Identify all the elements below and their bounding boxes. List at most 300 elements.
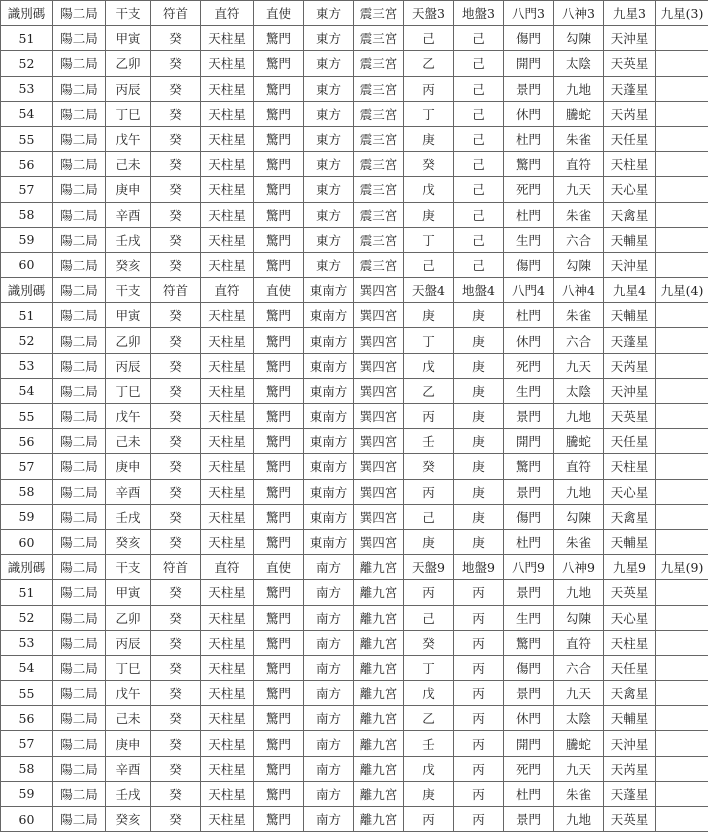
table-cell: 庚	[404, 781, 454, 806]
header-cell: 陽二局	[53, 1, 106, 26]
table-cell: 太陰	[554, 51, 604, 76]
table-cell: 離九宮	[354, 756, 404, 781]
table-cell: 癸亥	[106, 807, 151, 832]
table-cell: 驚門	[254, 152, 304, 177]
table-cell	[656, 454, 708, 479]
table-cell: 丙	[454, 706, 504, 731]
table-cell: 癸	[151, 781, 201, 806]
table-cell: 驚門	[504, 152, 554, 177]
table-cell: 勾陳	[554, 26, 604, 51]
table-cell: 陽二局	[53, 252, 106, 277]
table-cell: 天柱星	[201, 126, 254, 151]
table-cell: 驚門	[504, 630, 554, 655]
table-cell: 乙	[404, 706, 454, 731]
table-cell: 天心星	[604, 479, 656, 504]
table-cell: 癸	[151, 303, 201, 328]
table-cell: 陽二局	[53, 378, 106, 403]
table-cell: 巽四宮	[354, 454, 404, 479]
table-cell: 杜門	[504, 529, 554, 554]
table-cell: 己未	[106, 429, 151, 454]
table-cell: 天柱星	[604, 630, 656, 655]
table-cell: 南方	[304, 807, 354, 832]
table-cell: 九天	[554, 756, 604, 781]
table-cell: 南方	[304, 756, 354, 781]
table-cell: 陽二局	[53, 76, 106, 101]
table-cell: 陽二局	[53, 681, 106, 706]
table-cell: 傷門	[504, 655, 554, 680]
header-cell: 符首	[151, 278, 201, 303]
table-cell	[656, 227, 708, 252]
table-cell	[656, 504, 708, 529]
table-cell: 陽二局	[53, 807, 106, 832]
table-cell: 癸	[151, 605, 201, 630]
table-cell: 陽二局	[53, 756, 106, 781]
table-cell: 癸	[151, 454, 201, 479]
table-cell: 陽二局	[53, 404, 106, 429]
table-cell: 死門	[504, 353, 554, 378]
table-cell: 60	[1, 529, 53, 554]
table-cell: 震三宮	[354, 101, 404, 126]
table-cell: 傷門	[504, 26, 554, 51]
table-cell: 陽二局	[53, 101, 106, 126]
table-cell: 乙	[404, 51, 454, 76]
table-cell: 巽四宮	[354, 479, 404, 504]
table-row	[1, 76, 708, 101]
table-cell: 杜門	[504, 202, 554, 227]
table-cell: 東南方	[304, 378, 354, 403]
table-cell: 太陰	[554, 706, 604, 731]
table-cell: 休門	[504, 101, 554, 126]
table-cell: 己	[454, 202, 504, 227]
table-cell	[656, 202, 708, 227]
table-cell: 陽二局	[53, 454, 106, 479]
table-cell: 杜門	[504, 303, 554, 328]
table-cell: 辛酉	[106, 202, 151, 227]
table-cell: 己未	[106, 152, 151, 177]
table-cell: 癸	[151, 706, 201, 731]
table-cell: 九天	[554, 681, 604, 706]
table-cell: 天柱星	[201, 353, 254, 378]
table-cell: 己	[404, 605, 454, 630]
header-cell: 巽四宮	[354, 278, 404, 303]
table-cell: 東南方	[304, 479, 354, 504]
table-cell: 天輔星	[604, 706, 656, 731]
table-cell: 驚門	[254, 781, 304, 806]
table-cell: 驚門	[254, 731, 304, 756]
table-cell: 癸	[151, 479, 201, 504]
header-cell: 八門4	[504, 278, 554, 303]
table-cell: 直符	[554, 454, 604, 479]
table-cell: 53	[1, 353, 53, 378]
table-cell: 天芮星	[604, 101, 656, 126]
table-cell: 驚門	[254, 807, 304, 832]
table-row	[1, 630, 708, 655]
table-cell: 丙辰	[106, 630, 151, 655]
table-cell	[656, 26, 708, 51]
table-cell: 驚門	[254, 177, 304, 202]
table-cell: 乙	[404, 378, 454, 403]
table-cell: 勾陳	[554, 504, 604, 529]
table-cell: 癸	[151, 630, 201, 655]
table-cell: 驚門	[254, 378, 304, 403]
table-cell: 驚門	[254, 328, 304, 353]
table-cell: 59	[1, 504, 53, 529]
header-cell: 直符	[201, 1, 254, 26]
table-cell: 癸	[151, 504, 201, 529]
table-cell: 癸	[151, 202, 201, 227]
table-cell: 天柱星	[201, 479, 254, 504]
table-cell: 景門	[504, 479, 554, 504]
table-cell: 癸	[151, 353, 201, 378]
table-row	[1, 781, 708, 806]
table-cell: 54	[1, 378, 53, 403]
table-cell: 己	[454, 51, 504, 76]
table-cell: 天柱星	[201, 529, 254, 554]
table-cell: 天蓬星	[604, 76, 656, 101]
table-cell: 東方	[304, 101, 354, 126]
table-cell: 震三宮	[354, 76, 404, 101]
table-cell: 死門	[504, 177, 554, 202]
table-cell: 丙	[454, 681, 504, 706]
table-cell: 陽二局	[53, 177, 106, 202]
table-cell: 乙卯	[106, 328, 151, 353]
table-cell: 震三宮	[354, 51, 404, 76]
header-cell: 東南方	[304, 278, 354, 303]
header-cell: 南方	[304, 555, 354, 580]
table-cell: 直符	[554, 152, 604, 177]
table-cell: 丙	[454, 781, 504, 806]
table-cell	[656, 756, 708, 781]
table-cell: 陽二局	[53, 580, 106, 605]
table-cell: 天英星	[604, 807, 656, 832]
table-cell	[656, 177, 708, 202]
table-cell: 開門	[504, 51, 554, 76]
header-cell: 九星9	[604, 555, 656, 580]
table-cell: 驚門	[254, 252, 304, 277]
table-cell: 53	[1, 76, 53, 101]
table-cell: 陽二局	[53, 529, 106, 554]
table-cell: 東方	[304, 126, 354, 151]
table-cell: 己	[454, 152, 504, 177]
table-cell: 驚門	[254, 504, 304, 529]
table-cell: 巽四宮	[354, 353, 404, 378]
table-cell: 南方	[304, 681, 354, 706]
table-cell: 天禽星	[604, 504, 656, 529]
header-cell: 九星3	[604, 1, 656, 26]
table-cell: 57	[1, 454, 53, 479]
table-row	[1, 252, 708, 277]
table-body	[1, 1, 708, 832]
table-cell: 庚	[454, 529, 504, 554]
table-row	[1, 655, 708, 680]
table-cell: 丙辰	[106, 76, 151, 101]
table-cell: 九地	[554, 479, 604, 504]
table-cell: 庚	[404, 126, 454, 151]
table-cell: 壬	[404, 429, 454, 454]
table-cell: 天輔星	[604, 303, 656, 328]
table-cell: 庚申	[106, 177, 151, 202]
table-cell: 癸	[151, 126, 201, 151]
table-cell: 陽二局	[53, 630, 106, 655]
table-cell: 乙卯	[106, 51, 151, 76]
table-cell: 52	[1, 605, 53, 630]
table-cell: 震三宮	[354, 202, 404, 227]
table-cell: 震三宮	[354, 227, 404, 252]
table-cell: 巽四宮	[354, 404, 404, 429]
table-cell: 壬戌	[106, 504, 151, 529]
table-cell: 驚門	[254, 404, 304, 429]
table-cell: 天柱星	[201, 378, 254, 403]
table-cell: 開門	[504, 731, 554, 756]
table-row	[1, 731, 708, 756]
table-cell: 東方	[304, 152, 354, 177]
table-cell: 傷門	[504, 504, 554, 529]
table-row	[1, 227, 708, 252]
header-cell: 識別碼	[1, 555, 53, 580]
table-row	[1, 605, 708, 630]
table-cell	[656, 681, 708, 706]
header-cell: 九星(9)	[656, 555, 708, 580]
table-cell: 戊	[404, 756, 454, 781]
table-cell: 丙	[454, 580, 504, 605]
table-cell: 震三宮	[354, 177, 404, 202]
header-cell: 九星(3)	[656, 1, 708, 26]
table-cell: 庚申	[106, 731, 151, 756]
table-cell: 癸	[151, 404, 201, 429]
table-cell: 陽二局	[53, 706, 106, 731]
table-cell: 天沖星	[604, 731, 656, 756]
table-cell: 60	[1, 252, 53, 277]
table-cell: 庚	[454, 353, 504, 378]
table-cell: 天柱星	[201, 76, 254, 101]
table-cell: 56	[1, 429, 53, 454]
table-cell: 南方	[304, 580, 354, 605]
table-cell: 震三宮	[354, 26, 404, 51]
table-row	[1, 454, 708, 479]
table-cell: 57	[1, 177, 53, 202]
table-cell: 驚門	[254, 580, 304, 605]
table-cell: 休門	[504, 706, 554, 731]
table-cell: 己	[454, 177, 504, 202]
table-cell: 天柱星	[201, 26, 254, 51]
table-row	[1, 152, 708, 177]
header-cell: 地盤4	[454, 278, 504, 303]
table-cell: 天輔星	[604, 227, 656, 252]
table-cell: 58	[1, 202, 53, 227]
table-cell: 離九宮	[354, 731, 404, 756]
table-cell: 生門	[504, 227, 554, 252]
table-cell: 丁巳	[106, 101, 151, 126]
table-cell: 癸	[151, 756, 201, 781]
header-cell: 陽二局	[53, 555, 106, 580]
table-cell: 景門	[504, 580, 554, 605]
table-cell: 癸	[404, 630, 454, 655]
header-cell: 天盤4	[404, 278, 454, 303]
table-cell	[656, 404, 708, 429]
table-cell: 55	[1, 681, 53, 706]
table-row	[1, 303, 708, 328]
table-cell: 朱雀	[554, 303, 604, 328]
table-cell: 南方	[304, 655, 354, 680]
table-cell: 庚	[454, 303, 504, 328]
table-cell: 丙辰	[106, 353, 151, 378]
table-cell: 55	[1, 126, 53, 151]
table-cell: 震三宮	[354, 152, 404, 177]
table-cell	[656, 655, 708, 680]
table-cell: 死門	[504, 756, 554, 781]
table-cell: 己	[454, 227, 504, 252]
header-cell: 干支	[106, 278, 151, 303]
header-cell: 直符	[201, 278, 254, 303]
table-cell: 東方	[304, 227, 354, 252]
table-cell: 東方	[304, 76, 354, 101]
table-row	[1, 26, 708, 51]
table-cell: 陽二局	[53, 731, 106, 756]
table-cell: 天芮星	[604, 353, 656, 378]
table-cell	[656, 580, 708, 605]
table-cell: 東南方	[304, 504, 354, 529]
table-cell: 陽二局	[53, 202, 106, 227]
header-cell: 八神9	[554, 555, 604, 580]
header-cell: 八門9	[504, 555, 554, 580]
table-cell: 東南方	[304, 353, 354, 378]
table-cell: 辛酉	[106, 756, 151, 781]
table-cell: 天蓬星	[604, 328, 656, 353]
header-cell: 八神4	[554, 278, 604, 303]
table-cell: 朱雀	[554, 781, 604, 806]
table-cell: 巽四宮	[354, 504, 404, 529]
table-cell: 陽二局	[53, 126, 106, 151]
table-cell: 陽二局	[53, 26, 106, 51]
table-cell: 癸	[151, 681, 201, 706]
table-cell: 離九宮	[354, 706, 404, 731]
table-cell: 傷門	[504, 252, 554, 277]
table-row	[1, 479, 708, 504]
table-cell: 天柱星	[604, 152, 656, 177]
table-cell: 驚門	[254, 76, 304, 101]
table-cell: 驚門	[254, 454, 304, 479]
table-cell: 58	[1, 756, 53, 781]
table-cell: 丙	[404, 76, 454, 101]
table-cell: 癸	[151, 328, 201, 353]
table-cell: 騰蛇	[554, 429, 604, 454]
table-cell: 陽二局	[53, 303, 106, 328]
table-cell: 庚	[454, 378, 504, 403]
table-cell: 東方	[304, 252, 354, 277]
table-cell: 己	[454, 126, 504, 151]
table-row	[1, 580, 708, 605]
table-cell: 驚門	[504, 454, 554, 479]
table-cell: 壬戌	[106, 227, 151, 252]
header-cell: 天盤9	[404, 555, 454, 580]
table-cell: 癸	[151, 51, 201, 76]
table-cell: 杜門	[504, 126, 554, 151]
header-cell: 九星(4)	[656, 278, 708, 303]
table-cell: 58	[1, 479, 53, 504]
header-cell: 天盤3	[404, 1, 454, 26]
table-cell: 癸	[151, 807, 201, 832]
table-cell: 天禽星	[604, 681, 656, 706]
table-cell: 天柱星	[201, 101, 254, 126]
table-cell: 癸	[151, 177, 201, 202]
table-cell: 景門	[504, 807, 554, 832]
table-cell: 九地	[554, 404, 604, 429]
table-cell: 甲寅	[106, 580, 151, 605]
table-cell: 天柱星	[201, 227, 254, 252]
table-cell: 陽二局	[53, 51, 106, 76]
table-cell: 天柱星	[201, 303, 254, 328]
table-cell: 南方	[304, 630, 354, 655]
header-cell: 陽二局	[53, 278, 106, 303]
table-cell: 庚	[404, 303, 454, 328]
table-row	[1, 756, 708, 781]
table-cell: 51	[1, 303, 53, 328]
table-cell: 癸亥	[106, 529, 151, 554]
table-cell: 天輔星	[604, 529, 656, 554]
table-cell: 東南方	[304, 328, 354, 353]
table-cell: 離九宮	[354, 681, 404, 706]
header-cell: 直使	[254, 278, 304, 303]
table-cell: 丙	[454, 807, 504, 832]
table-cell: 驚門	[254, 529, 304, 554]
table-cell: 東方	[304, 202, 354, 227]
table-cell: 開門	[504, 429, 554, 454]
header-cell: 離九宮	[354, 555, 404, 580]
table-cell: 丙	[404, 479, 454, 504]
table-cell: 九地	[554, 580, 604, 605]
table-cell	[656, 353, 708, 378]
table-cell: 甲寅	[106, 26, 151, 51]
table-cell: 癸	[151, 655, 201, 680]
table-row	[1, 328, 708, 353]
table-cell: 己	[404, 26, 454, 51]
table-cell: 驚門	[254, 101, 304, 126]
table-cell: 53	[1, 630, 53, 655]
table-cell: 59	[1, 781, 53, 806]
table-cell: 己	[454, 252, 504, 277]
table-cell: 驚門	[254, 706, 304, 731]
table-cell: 巽四宮	[354, 529, 404, 554]
header-cell: 干支	[106, 555, 151, 580]
table-cell: 東方	[304, 177, 354, 202]
table-cell: 癸	[151, 76, 201, 101]
table-cell: 天柱星	[201, 605, 254, 630]
table-cell: 天柱星	[201, 681, 254, 706]
header-cell: 九星4	[604, 278, 656, 303]
table-cell: 巽四宮	[354, 328, 404, 353]
header-row	[1, 555, 708, 580]
table-cell: 57	[1, 731, 53, 756]
table-cell: 癸	[151, 101, 201, 126]
table-cell: 陽二局	[53, 429, 106, 454]
table-cell: 己	[404, 252, 454, 277]
table-cell: 戊	[404, 177, 454, 202]
table-cell: 景門	[504, 76, 554, 101]
table-cell: 陽二局	[53, 227, 106, 252]
table-cell: 離九宮	[354, 781, 404, 806]
table-cell: 天沖星	[604, 252, 656, 277]
table-cell: 丙	[454, 630, 504, 655]
table-cell: 癸	[151, 152, 201, 177]
table-cell: 51	[1, 26, 53, 51]
table-cell: 己	[404, 504, 454, 529]
table-cell: 天柱星	[201, 152, 254, 177]
table-cell: 癸	[151, 580, 201, 605]
table-cell: 巽四宮	[354, 303, 404, 328]
table-cell: 天英星	[604, 404, 656, 429]
table-row	[1, 706, 708, 731]
table-cell: 巽四宮	[354, 378, 404, 403]
